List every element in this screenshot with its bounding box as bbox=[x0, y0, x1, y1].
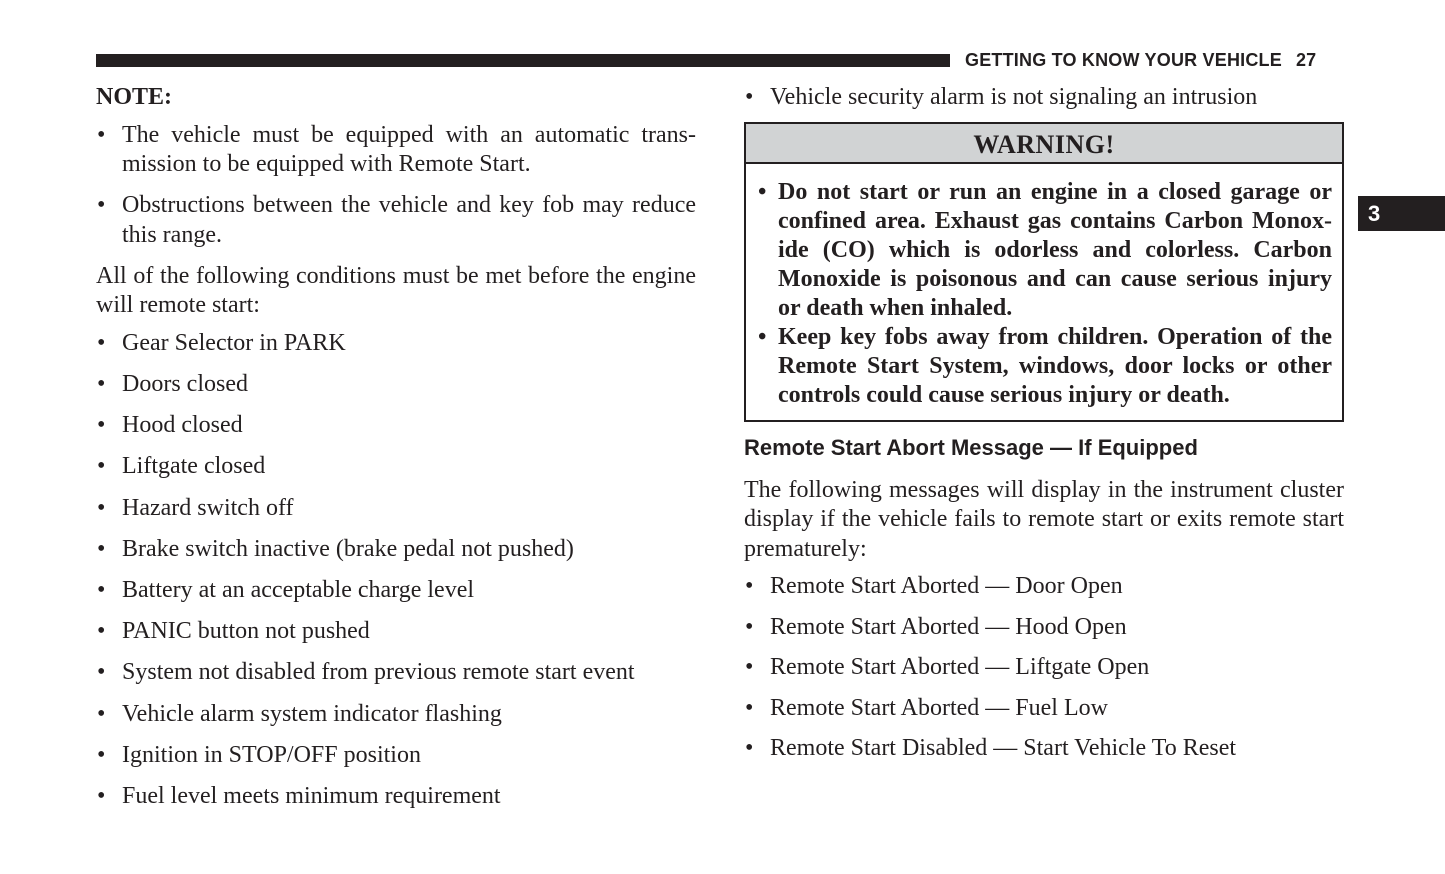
condition-item: • Brake switch inactive (brake pedal not pushed) bbox=[96, 535, 696, 565]
abort-message: • Remote Start Aborted — Fuel Low bbox=[744, 694, 1344, 724]
condition-item: • Fuel level meets minimum requirement bbox=[96, 782, 696, 812]
note-item: • Obstructions between the vehicle and key fob may reduce this range. bbox=[96, 191, 696, 250]
condition-item: • Hood closed bbox=[96, 411, 696, 441]
abort-intro: The following messages will display in the instrument cluster display if the vehicle fails to remote start or exits remote start prematurely: bbox=[744, 476, 1344, 562]
abort-message: • Remote Start Aborted — Hood Open bbox=[744, 613, 1344, 643]
note-heading: NOTE: bbox=[96, 84, 173, 110]
condition-item: • Liftgate closed bbox=[96, 452, 696, 482]
running-header bbox=[965, 50, 1316, 71]
abort-message: • Remote Start Aborted — Liftgate Open bbox=[744, 653, 1344, 683]
section-title: GETTING TO KNOW YOUR VEHICLE bbox=[965, 50, 1282, 70]
chapter-tab: 3 bbox=[1358, 196, 1445, 231]
condition-item: • Doors closed bbox=[96, 370, 696, 400]
condition-item: • Vehicle alarm system indicator flashing bbox=[96, 700, 696, 730]
page-number: 27 bbox=[1295, 50, 1317, 70]
condition-item: • Hazard switch off bbox=[96, 494, 696, 524]
warning-item: • Keep key fobs away from children. Operation of the Remote Start System, windows, door locks or other controls could cause serious injury or death. bbox=[758, 323, 1332, 410]
condition-item: • PANIC button not pushed bbox=[96, 617, 696, 647]
condition-item: • Ignition in STOP/OFF position bbox=[96, 741, 696, 771]
warning-title: WARNING! bbox=[746, 124, 1342, 164]
abort-message: • Remote Start Disabled — Start Vehicle To Reset bbox=[744, 734, 1344, 764]
condition-item: • System not disabled from previous remote start event bbox=[96, 658, 696, 688]
warning-item: • Do not start or run an engine in a closed garage or confined area. Exhaust gas contains Carbon Monox-ide (CO) which is odorless and colorless. Carbon Monoxide is poisonous and can cause serious injury or death when inhaled. bbox=[758, 178, 1332, 323]
warning-body bbox=[746, 164, 1342, 420]
header-rule bbox=[96, 54, 950, 67]
right-column bbox=[744, 83, 1344, 775]
condition-item: • Vehicle security alarm is not signaling an intrusion bbox=[744, 83, 1344, 113]
continued-list bbox=[744, 83, 1344, 113]
abort-heading: Remote Start Abort Message — If Equipped bbox=[744, 434, 1198, 460]
conditions-intro: All of the following conditions must be met before the engine will remote start: bbox=[96, 262, 696, 319]
note-item: • The vehicle must be equipped with an automatic trans-mission to be equipped with Remote Start. bbox=[96, 121, 696, 180]
note-list bbox=[96, 121, 696, 251]
conditions-list bbox=[96, 329, 696, 812]
abort-message: • Remote Start Aborted — Door Open bbox=[744, 572, 1344, 602]
abort-messages-list bbox=[744, 572, 1344, 764]
condition-item: • Gear Selector in PARK bbox=[96, 329, 696, 359]
left-column bbox=[96, 83, 696, 823]
warning-box bbox=[744, 122, 1344, 422]
condition-item: • Battery at an acceptable charge level bbox=[96, 576, 696, 606]
